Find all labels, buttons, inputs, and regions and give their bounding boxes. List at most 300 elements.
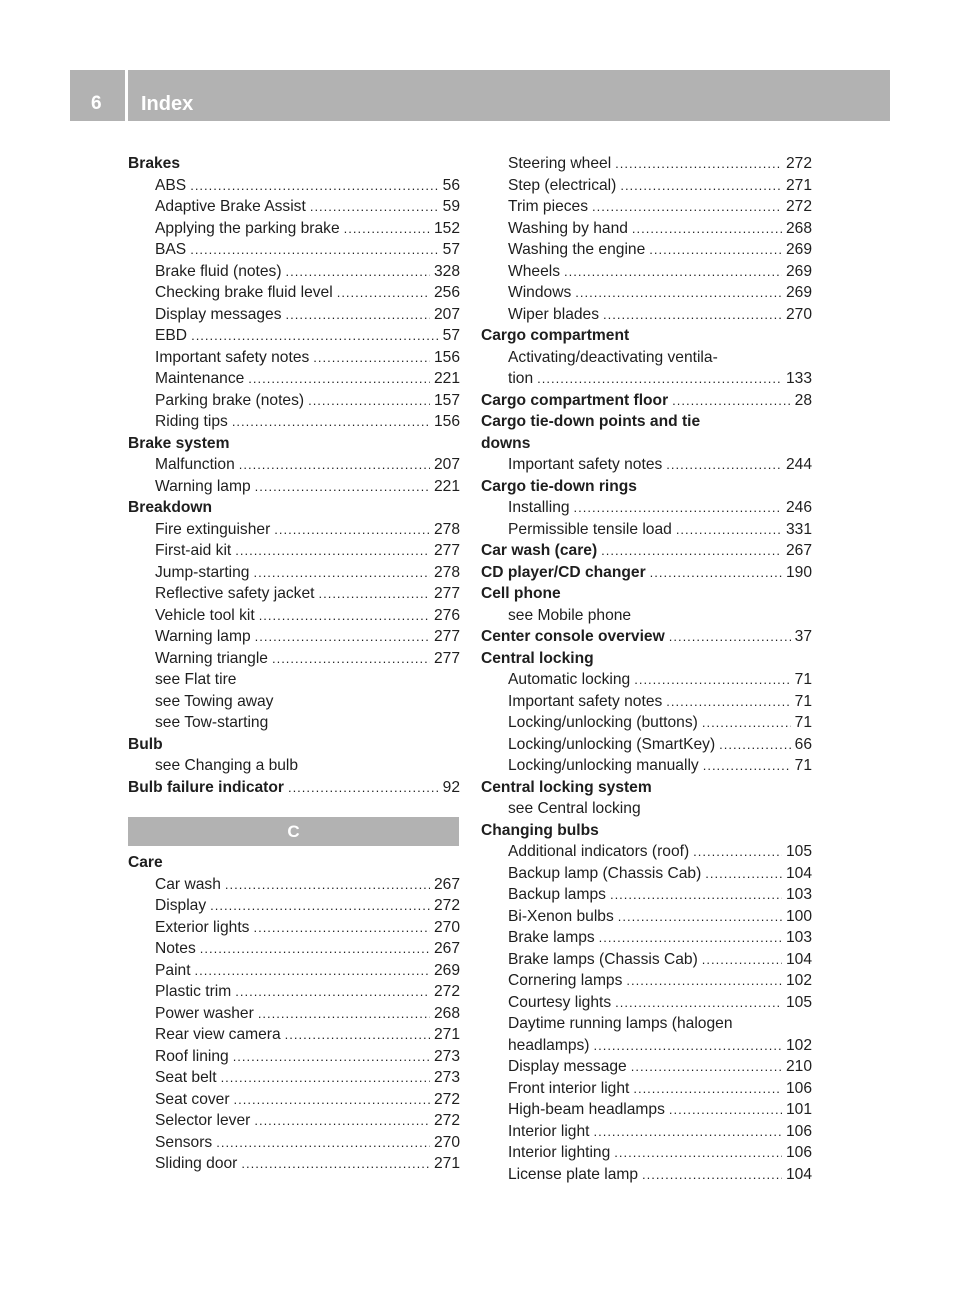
entry-label: see Tow-starting	[155, 714, 269, 731]
page-reference: 106	[785, 1079, 812, 1097]
entry-label: see Mobile phone	[508, 606, 632, 624]
index-entry	[128, 218, 460, 240]
page-reference: 156	[433, 348, 460, 366]
index-entry	[481, 1142, 812, 1164]
dot-leader	[705, 863, 782, 885]
dot-leader	[191, 325, 439, 347]
dot-leader	[195, 960, 430, 982]
page-reference: 276	[433, 606, 460, 624]
page-reference: 71	[794, 671, 812, 688]
entry-label: Brake lamps	[508, 929, 595, 946]
index-heading	[128, 734, 460, 756]
dot-leader	[272, 648, 430, 670]
entry-label: Roof lining	[155, 1047, 229, 1065]
page-reference: 104	[785, 1165, 812, 1183]
dot-leader	[693, 841, 782, 863]
page-reference: 268	[785, 219, 812, 237]
index-entry	[128, 1132, 460, 1154]
page-reference: 328	[433, 262, 460, 280]
entry-label: Additional indicators (roof)	[508, 843, 690, 860]
page-reference: 267	[433, 875, 460, 893]
index-entry	[481, 239, 812, 261]
index-column-left-c	[128, 852, 460, 1175]
index-entry	[128, 390, 460, 412]
page-reference: 272	[433, 1090, 460, 1108]
index-entry	[128, 519, 460, 541]
dot-leader	[337, 282, 430, 304]
index-entry	[128, 454, 460, 476]
entry-label: Brakes	[128, 155, 181, 172]
index-entry	[481, 304, 812, 326]
dot-leader	[537, 368, 782, 390]
page-reference: 331	[785, 520, 812, 538]
index-heading	[128, 433, 460, 455]
dot-leader	[285, 1024, 430, 1046]
page-reference: 152	[433, 219, 460, 237]
index-entry	[128, 874, 460, 896]
entry-label: High-beam headlamps	[508, 1101, 665, 1118]
page-reference: 273	[433, 1069, 460, 1086]
index-entry	[481, 906, 812, 928]
index-entry	[128, 1003, 460, 1025]
index-entry	[481, 1078, 812, 1100]
page-reference: 273	[433, 1047, 460, 1065]
page-reference: 256	[433, 284, 460, 301]
page-reference: 210	[785, 1058, 812, 1075]
dot-leader	[601, 540, 782, 562]
dot-leader	[221, 1067, 430, 1089]
index-heading	[128, 777, 460, 799]
dot-leader	[592, 196, 782, 218]
entry-label: Courtesy lights	[508, 993, 612, 1011]
page-reference: 71	[794, 757, 812, 774]
index-entry	[128, 712, 460, 734]
dot-leader	[313, 347, 430, 369]
index-entry	[128, 1089, 460, 1111]
index-entry	[481, 863, 812, 885]
index-heading	[481, 433, 812, 455]
page-reference: 105	[785, 843, 812, 860]
entry-label: Car wash (care)	[481, 542, 598, 559]
entry-label: ABS	[155, 176, 187, 194]
entry-label: Paint	[155, 961, 191, 979]
dot-leader	[574, 497, 782, 519]
entry-label: Notes	[155, 940, 196, 957]
dot-leader	[615, 153, 782, 175]
entry-label: Maintenance	[155, 370, 245, 387]
entry-label: Brake lamps (Chassis Cab)	[508, 950, 698, 968]
dot-leader	[618, 906, 782, 928]
entry-label: Important safety notes	[508, 692, 663, 710]
page-reference: 207	[433, 456, 460, 473]
entry-label: Reflective safety jacket	[155, 585, 315, 602]
index-entry	[481, 1035, 812, 1057]
index-entry	[128, 175, 460, 197]
page-reference: 277	[433, 585, 460, 602]
index-heading	[481, 540, 812, 562]
entry-label: see Flat tire	[155, 671, 237, 688]
index-entry	[128, 411, 460, 433]
page-reference: 190	[785, 563, 812, 581]
dot-leader	[255, 626, 430, 648]
entry-label: Brake system	[128, 434, 230, 452]
dot-leader	[575, 282, 782, 304]
entry-label: Cargo compartment floor	[481, 391, 669, 409]
entry-label: Seat belt	[155, 1069, 217, 1086]
page-reference: 37	[794, 628, 812, 645]
dot-leader	[255, 476, 430, 498]
page-reference: 102	[785, 1036, 812, 1054]
dot-leader	[239, 454, 430, 476]
entry-label: Backup lamps	[508, 886, 606, 903]
index-entry	[128, 691, 460, 713]
index-entry	[128, 347, 460, 369]
entry-label: Rear view camera	[155, 1026, 281, 1043]
page-reference: 103	[785, 929, 812, 946]
entry-label: Seat cover	[155, 1090, 230, 1108]
page-reference: 56	[442, 176, 460, 194]
index-heading	[481, 390, 812, 412]
index-entry	[128, 917, 460, 939]
dot-leader	[650, 562, 782, 584]
page-reference: 207	[433, 305, 460, 323]
entry-label: Front interior light	[508, 1079, 630, 1097]
dot-leader	[233, 1046, 430, 1068]
dot-leader	[310, 196, 439, 218]
entry-label: Central locking system	[481, 778, 652, 796]
entry-label: Warning lamp	[155, 628, 251, 645]
index-heading	[481, 626, 812, 648]
entry-label: Center console overview	[481, 628, 665, 645]
entry-label: Washing by hand	[508, 219, 628, 237]
page-reference: 59	[442, 198, 460, 215]
index-entry	[481, 1099, 812, 1121]
index-entry	[128, 1110, 460, 1132]
index-heading	[481, 583, 812, 605]
dot-leader	[254, 1110, 430, 1132]
entry-label: Jump-starting	[155, 563, 250, 581]
page-reference: 57	[442, 327, 460, 344]
index-entry	[481, 1056, 812, 1078]
index-entry	[481, 927, 812, 949]
page-reference: 278	[433, 563, 460, 581]
dot-leader	[649, 239, 782, 261]
entry-label: Permissible tensile load	[508, 520, 672, 538]
index-heading	[481, 648, 812, 670]
entry-label: Power washer	[155, 1004, 254, 1022]
entry-label: Locking/unlocking manually	[508, 757, 699, 774]
dot-leader	[669, 1099, 782, 1121]
entry-label: Automatic locking	[508, 671, 631, 688]
page-reference: 157	[433, 391, 460, 409]
page-title: Index	[141, 93, 194, 115]
index-heading	[481, 476, 812, 498]
index-entry	[481, 261, 812, 283]
page-reference: 270	[433, 1133, 460, 1151]
page-reference: 106	[785, 1122, 812, 1140]
index-entry	[481, 734, 812, 756]
entry-label: Vehicle tool kit	[155, 606, 255, 624]
entry-label: BAS	[155, 241, 187, 258]
page-reference: 272	[433, 897, 460, 914]
entry-label: Display messages	[155, 305, 282, 323]
entry-label: Locking/unlocking (buttons)	[508, 714, 698, 731]
dot-leader	[631, 1056, 782, 1078]
header-divider	[125, 70, 128, 121]
dot-leader	[190, 175, 438, 197]
index-entry	[481, 884, 812, 906]
entry-label: First-aid kit	[155, 542, 232, 559]
page-reference: 272	[433, 1112, 460, 1129]
page-reference: 277	[433, 649, 460, 667]
entry-label: Changing bulbs	[481, 821, 599, 839]
index-entry	[128, 669, 460, 691]
page-reference: 244	[785, 456, 812, 473]
entry-label: Sliding door	[155, 1155, 238, 1172]
dot-leader	[626, 970, 782, 992]
index-entry	[481, 798, 812, 820]
entry-label: Sensors	[155, 1133, 213, 1151]
dot-leader	[234, 1089, 430, 1111]
entry-label: Interior lighting	[508, 1144, 611, 1161]
entry-label: Important safety notes	[508, 456, 663, 473]
dot-leader	[564, 261, 782, 283]
index-entry	[128, 981, 460, 1003]
page-reference: 104	[785, 950, 812, 968]
dot-leader	[200, 938, 430, 960]
page-reference: 92	[442, 778, 460, 796]
page-reference: 277	[433, 628, 460, 645]
dot-leader	[620, 175, 782, 197]
entry-label: see Changing a bulb	[155, 757, 299, 774]
entry-label: Locking/unlocking (SmartKey)	[508, 735, 716, 753]
entry-label: License plate lamp	[508, 1165, 639, 1183]
entry-label: Important safety notes	[155, 348, 310, 366]
dot-leader	[232, 411, 430, 433]
index-entry	[128, 626, 460, 648]
dot-leader	[235, 540, 430, 562]
entry-label: see Central locking	[508, 800, 641, 817]
page-reference: 269	[785, 284, 812, 301]
entry-label: Cargo compartment	[481, 327, 630, 344]
index-entry	[128, 755, 460, 777]
dot-leader	[253, 562, 430, 584]
index-entry	[481, 497, 812, 519]
entry-label: Backup lamp (Chassis Cab)	[508, 864, 702, 882]
dot-leader	[259, 605, 430, 627]
dot-leader	[666, 454, 782, 476]
entry-label: Daytime running lamps (halogen	[508, 1015, 733, 1032]
dot-leader	[274, 519, 430, 541]
page-reference: 269	[433, 961, 460, 979]
dot-leader	[593, 1121, 781, 1143]
entry-label: Breakdown	[128, 499, 213, 516]
page-reference: 278	[433, 520, 460, 538]
dot-leader	[642, 1164, 782, 1186]
entry-label: Car wash	[155, 875, 221, 893]
entry-label: Cell phone	[481, 585, 561, 602]
entry-label: downs	[481, 434, 531, 452]
page-reference: 105	[785, 993, 812, 1011]
entry-label: Cornering lamps	[508, 972, 623, 989]
dot-leader	[286, 261, 430, 283]
index-entry	[481, 196, 812, 218]
entry-label: Bulb failure indicator	[128, 778, 284, 796]
index-entry	[481, 712, 812, 734]
dot-leader	[703, 755, 791, 777]
page-reference: 106	[785, 1144, 812, 1161]
entry-label: tion	[508, 370, 534, 387]
index-entry	[128, 583, 460, 605]
index-entry	[128, 895, 460, 917]
dot-leader	[288, 777, 439, 799]
index-entry	[128, 562, 460, 584]
dot-leader	[318, 583, 429, 605]
entry-label: Wiper blades	[508, 305, 600, 323]
index-entry	[481, 218, 812, 240]
index-entry	[481, 755, 812, 777]
entry-label: Cargo tie-down rings	[481, 477, 637, 495]
page-reference: 271	[433, 1026, 460, 1043]
dot-leader	[344, 218, 430, 240]
index-column-left	[128, 153, 460, 798]
dot-leader	[610, 884, 782, 906]
dot-leader	[633, 1078, 782, 1100]
entry-label: Fire extinguisher	[155, 520, 271, 538]
page-reference: 133	[785, 370, 812, 387]
entry-label: Interior light	[508, 1122, 590, 1140]
index-entry	[481, 1164, 812, 1186]
dot-leader	[676, 519, 782, 541]
entry-label: Wheels	[508, 262, 560, 280]
index-entry	[128, 282, 460, 304]
entry-label: Plastic trim	[155, 983, 232, 1000]
index-entry	[128, 368, 460, 390]
index-entry	[481, 347, 812, 369]
entry-label: Steering wheel	[508, 155, 612, 172]
index-entry	[481, 970, 812, 992]
index-entry	[128, 476, 460, 498]
page-reference: 246	[785, 499, 812, 516]
entry-label: Step (electrical)	[508, 176, 617, 194]
entry-label: Riding tips	[155, 413, 228, 430]
index-heading	[481, 411, 812, 433]
dot-leader	[599, 927, 782, 949]
dot-leader	[702, 712, 791, 734]
index-entry	[481, 949, 812, 971]
index-entry	[481, 153, 812, 175]
index-heading	[481, 325, 812, 347]
page-reference: 270	[433, 918, 460, 936]
page-reference: 102	[785, 972, 812, 989]
entry-label: Trim pieces	[508, 198, 589, 215]
entry-label: Exterior lights	[155, 918, 250, 936]
dot-leader	[634, 669, 790, 691]
dot-leader	[225, 874, 430, 896]
index-entry	[128, 325, 460, 347]
entry-label: Cargo tie-down points and tie	[481, 413, 701, 430]
page-reference: 104	[785, 864, 812, 882]
dot-leader	[702, 949, 782, 971]
entry-label: Activating/deactivating ventila-	[508, 348, 718, 366]
dot-leader	[216, 1132, 430, 1154]
page-reference: 71	[794, 692, 812, 710]
page-number: 6	[91, 93, 102, 114]
entry-label: Bi-Xenon bulbs	[508, 907, 614, 925]
index-entry	[128, 1153, 460, 1175]
dot-leader	[615, 992, 782, 1014]
page-reference: 272	[433, 983, 460, 1000]
index-entry	[128, 1046, 460, 1068]
index-entry	[128, 938, 460, 960]
dot-leader	[258, 1003, 430, 1025]
entry-label: Parking brake (notes)	[155, 391, 305, 409]
index-entry	[128, 1067, 460, 1089]
dot-leader	[241, 1153, 430, 1175]
index-entry	[128, 648, 460, 670]
dot-leader	[614, 1142, 782, 1164]
dot-leader	[632, 218, 782, 240]
page-reference: 57	[442, 241, 460, 258]
dot-leader	[248, 368, 430, 390]
index-entry	[481, 454, 812, 476]
index-entry	[128, 605, 460, 627]
dot-leader	[593, 1035, 781, 1057]
index-entry	[128, 540, 460, 562]
entry-label: see Towing away	[155, 692, 274, 710]
index-entry	[481, 1121, 812, 1143]
index-entry	[128, 1024, 460, 1046]
page-reference: 272	[785, 155, 812, 172]
index-entry	[481, 691, 812, 713]
page-reference: 270	[785, 305, 812, 323]
page-reference: 100	[785, 907, 812, 925]
page-reference: 71	[794, 714, 812, 731]
index-entry	[481, 841, 812, 863]
entry-label: Bulb	[128, 735, 163, 753]
index-entry	[481, 669, 812, 691]
page-reference: 271	[785, 176, 812, 194]
page-reference: 101	[785, 1101, 812, 1118]
index-entry	[128, 261, 460, 283]
index-heading	[481, 820, 812, 842]
entry-label: Brake fluid (notes)	[155, 262, 282, 280]
index-heading	[128, 153, 460, 175]
page-reference: 267	[433, 940, 460, 957]
entry-label: Checking brake fluid level	[155, 284, 333, 301]
dot-leader	[210, 895, 430, 917]
page-reference: 268	[433, 1004, 460, 1022]
entry-label: EBD	[155, 327, 188, 344]
index-entry	[128, 304, 460, 326]
dot-leader	[666, 691, 790, 713]
index-column-right	[481, 153, 812, 1185]
page-reference: 28	[794, 391, 812, 409]
page-reference: 156	[433, 413, 460, 430]
page-reference: 269	[785, 262, 812, 280]
page-reference: 221	[433, 477, 460, 495]
index-entry	[481, 1013, 812, 1035]
dot-leader	[190, 239, 438, 261]
entry-label: Installing	[508, 499, 570, 516]
entry-label: Warning triangle	[155, 649, 268, 667]
index-entry	[481, 519, 812, 541]
index-entry	[128, 960, 460, 982]
dot-leader	[235, 981, 430, 1003]
dot-leader	[672, 390, 791, 412]
dot-leader	[669, 626, 791, 648]
entry-label: Central locking	[481, 649, 594, 667]
